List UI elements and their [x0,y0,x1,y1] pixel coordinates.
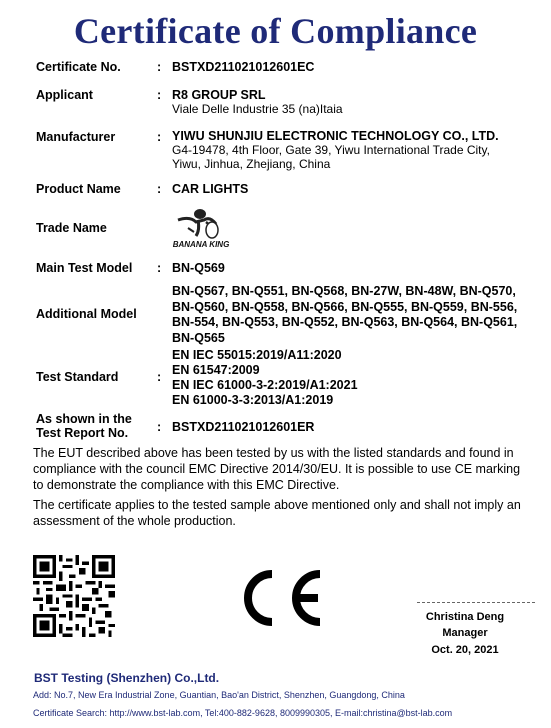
compliance-statement: The EUT described above has been tested by us with the listed standards and found in compliance with the council EMC Directive 2014/30/EU. It is possible to use CE marking to demonstrate the compliance with this EMC Directive. [33,446,521,492]
signature-line [417,602,535,603]
test-standard-line: EN IEC 61000-3-2:2019/A1:2021 [172,378,358,392]
footer-contact: Certificate Search: http://www.bst-lab.com, Tel:400-882-9628, 8009990305, E-mail:christina@bst-lab.com [33,708,453,718]
product-name-label: Product Name [36,182,121,196]
logo-text: BANANA KING [172,240,230,249]
additional-model-line: BN-Q565 [172,330,225,345]
qr-code-icon [33,555,115,637]
manufacturer-name: YIWU SHUNJIU ELECTRONIC TECHNOLOGY CO., LTD. [172,129,499,143]
applicant-label: Applicant [36,88,93,102]
colon: : [157,261,162,275]
main-test-model-label: Main Test Model [36,261,133,275]
test-standard-label: Test Standard [36,370,119,384]
colon: : [157,130,162,144]
colon: : [157,420,162,434]
trade-name-label: Trade Name [36,221,107,235]
main-test-model-value: BN-Q569 [172,261,225,275]
applicant-address: Viale Delle Industrie 35 (na)Itaia [172,102,343,116]
colon: : [157,370,162,384]
signatory-name: Christina Deng [425,611,505,623]
additional-model-line: BN-554, BN-Q553, BN-Q552, BN-Q563, BN-Q564, BN-Q561, [172,315,518,329]
certificate-no-value: BSTXD211021012601EC [172,60,315,74]
additional-model-line: BN-Q560, BN-Q558, BN-Q566, BN-Q555, BN-Q559, BN-556, [172,299,518,314]
manufacturer-block [172,129,499,171]
ce-mark-icon [232,568,326,628]
test-standard-line: EN IEC 55015:2019/A11:2020 [172,348,342,362]
colon: : [157,182,162,196]
signature-date: Oct. 20, 2021 [431,644,499,656]
manufacturer-label: Manufacturer [36,130,116,144]
test-report-value: BSTXD211021012601ER [172,420,315,434]
additional-model-list [172,284,517,346]
additional-model-line: BN-Q567, BN-Q551, BN-Q568, BN-27W, BN-48W, BN-Q570, [172,284,516,298]
footer-company: BST Testing (Shenzhen) Co.,Ltd. [34,671,220,685]
banana-king-logo-icon [170,206,232,255]
applicant-name: R8 GROUP SRL [172,88,266,102]
test-report-label-line: As shown in the [36,412,132,426]
footer-address: Add: No.7, New Era Industrial Zone, Guantian, Bao'an District, Shenzhen, Guangdong, China [33,690,405,700]
scope-statement: The certificate applies to the tested sample above mentioned only and shall not imply an assessment of the whole production. [33,498,521,528]
manufacturer-address-2: Yiwu, Jinhua, Zhejiang, China [172,157,331,171]
signatory-title: Manager [442,627,488,639]
test-standard-line: EN 61547:2009 [172,363,260,377]
certificate-title: Certificate of Compliance [73,11,478,51]
manufacturer-address-1: G4-19478, 4th Floor, Gate 39, Yiwu International Trade City, [172,143,490,157]
applicant-block [172,88,343,116]
test-standard-line: EN 61000-3-3:2013/A1:2019 [172,393,334,407]
colon: : [157,60,162,74]
test-report-label-line: Test Report No. [36,426,129,440]
certificate-no-label: Certificate No. [36,60,121,74]
test-standard-list [172,348,358,408]
test-report-label [36,412,132,440]
colon: : [157,88,162,102]
product-name-value: CAR LIGHTS [172,182,249,196]
additional-model-label: Additional Model [36,307,137,321]
